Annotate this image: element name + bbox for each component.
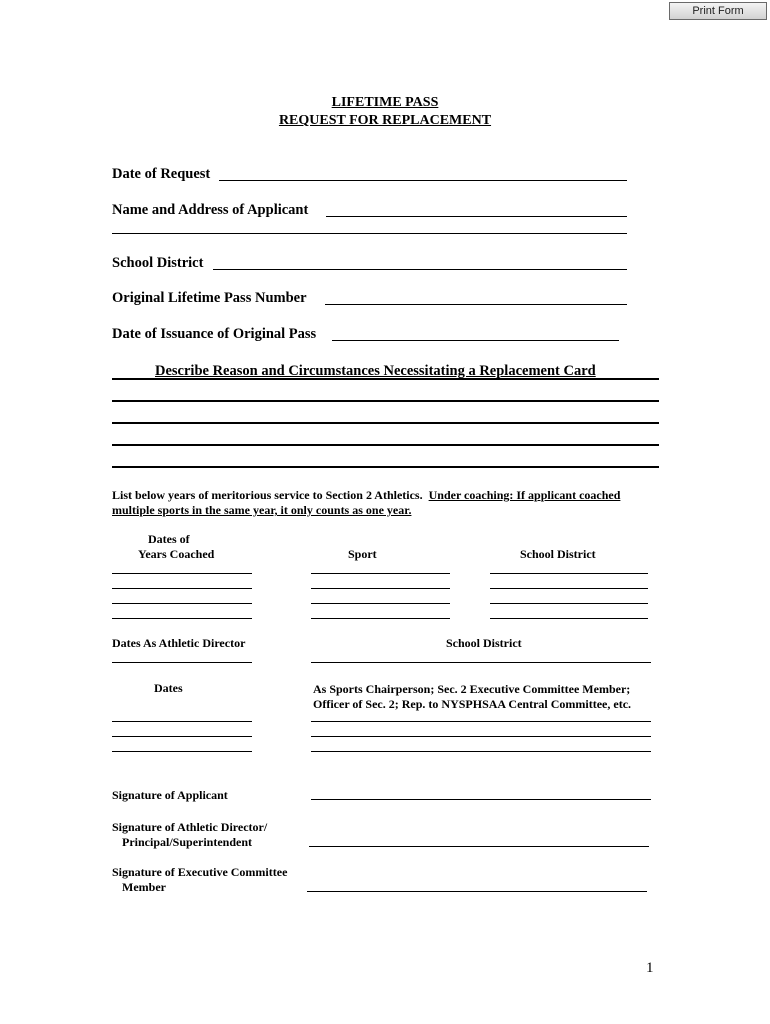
coaching-district-header: School District [520, 547, 596, 561]
signature-exec-label-line1: Signature of Executive Committee [112, 865, 288, 879]
roles-header-line1: As Sports Chairperson; Sec. 2 Executive Committee Member; [313, 682, 631, 696]
other-dates-field-3[interactable] [112, 751, 252, 752]
coaching-years-field-1[interactable] [112, 573, 252, 574]
signature-applicant-label: Signature of Applicant [112, 788, 228, 802]
coaching-sport-field-2[interactable] [311, 588, 450, 589]
signature-ad-field[interactable] [309, 846, 649, 847]
other-dates-field-2[interactable] [112, 736, 252, 737]
address-line-2-field[interactable] [112, 233, 627, 234]
date-of-request-field[interactable] [219, 180, 627, 181]
date-issuance-field[interactable] [332, 340, 619, 341]
pass-number-field[interactable] [325, 304, 627, 305]
date-issuance-label: Date of Issuance of Original Pass [112, 326, 317, 342]
reason-line-3[interactable] [112, 422, 659, 424]
other-role-field-1[interactable] [311, 721, 651, 722]
coaching-years-field-3[interactable] [112, 603, 252, 604]
other-dates-field-1[interactable] [112, 721, 252, 722]
pass-number-label: Original Lifetime Pass Number [112, 290, 307, 306]
ad-district-header: School District [446, 636, 522, 650]
years-coached-header: Years Coached [138, 547, 215, 561]
print-form-button[interactable]: Print Form [669, 2, 767, 20]
ad-dates-field[interactable] [112, 662, 252, 663]
signature-ad-label-line2: Principal/Superintendent [122, 835, 253, 849]
signature-ad-label-line1: Signature of Athletic Director/ [112, 820, 268, 834]
coaching-district-field-3[interactable] [490, 603, 648, 604]
dates-as-ad-header: Dates As Athletic Director [112, 636, 246, 650]
other-role-field-2[interactable] [311, 736, 651, 737]
sport-header: Sport [348, 547, 377, 561]
other-role-field-3[interactable] [311, 751, 651, 752]
reason-line-5[interactable] [112, 466, 659, 468]
date-of-request-label: Date of Request [112, 166, 211, 182]
name-address-field[interactable] [326, 216, 627, 217]
coaching-years-field-4[interactable] [112, 618, 252, 619]
coaching-district-field-4[interactable] [490, 618, 648, 619]
service-intro [112, 488, 620, 503]
coaching-sport-field-3[interactable] [311, 603, 450, 604]
ad-district-field[interactable] [311, 662, 651, 663]
service-intro-text: List below years of meritorious service to Section 2 Athletics. [112, 488, 423, 502]
reason-line-1[interactable] [112, 378, 659, 380]
school-district-field[interactable] [213, 269, 627, 270]
form-title-line1: LIFETIME PASS [331, 95, 439, 110]
page-number: 1 [646, 960, 654, 976]
signature-exec-label-line2: Member [122, 880, 166, 894]
roles-header-line2: Officer of Sec. 2; Rep. to NYSPHSAA Central Committee, etc. [313, 697, 632, 711]
reason-line-2[interactable] [112, 400, 659, 402]
coaching-sport-field-4[interactable] [311, 618, 450, 619]
signature-exec-field[interactable] [307, 891, 647, 892]
dates-of-header: Dates of [148, 532, 190, 546]
coaching-district-field-2[interactable] [490, 588, 648, 589]
name-address-label: Name and Address of Applicant [112, 202, 309, 218]
signature-applicant-field[interactable] [311, 799, 651, 800]
reason-line-4[interactable] [112, 444, 659, 446]
coaching-years-field-2[interactable] [112, 588, 252, 589]
coaching-sport-field-1[interactable] [311, 573, 450, 574]
form-title-line2: REQUEST FOR REPLACEMENT [278, 113, 492, 128]
other-dates-header: Dates [154, 681, 183, 695]
service-note-line2: multiple sports in the same year, it only counts as one year. [112, 503, 412, 517]
service-note-line1: Under coaching: If applicant coached [428, 488, 621, 502]
reason-heading: Describe Reason and Circumstances Necessitating a Replacement Card [155, 363, 596, 379]
coaching-district-field-1[interactable] [490, 573, 648, 574]
school-district-label: School District [112, 255, 204, 271]
